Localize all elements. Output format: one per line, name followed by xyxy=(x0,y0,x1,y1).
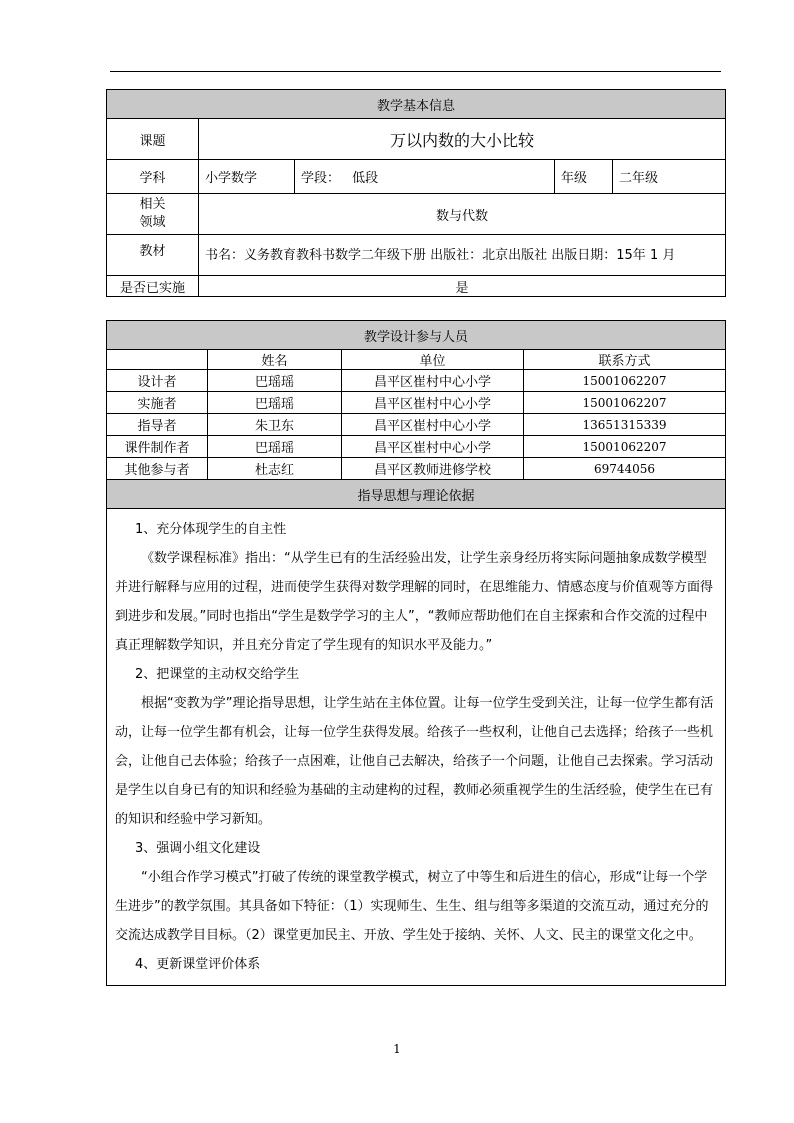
participant-name: 巴瑶瑶 xyxy=(208,392,342,414)
topic-label: 课题 xyxy=(107,119,199,160)
stage-value: 低段 xyxy=(352,171,379,186)
implemented-value: 是 xyxy=(199,276,726,297)
participant-role: 指导者 xyxy=(107,414,208,436)
guidance-content xyxy=(107,509,726,986)
guidance-point2-title: 2、把课堂的主动权交给学生 xyxy=(135,667,300,682)
participant-unit: 昌平区教师进修学校 xyxy=(342,458,524,480)
participants-header-contact: 联系方式 xyxy=(524,350,726,370)
basic-info-table xyxy=(106,89,726,297)
basic-info-section-title: 教学基本信息 xyxy=(107,90,726,119)
page-number: 1 xyxy=(393,1042,401,1056)
stage-cell xyxy=(295,160,555,194)
subject-label: 学科 xyxy=(107,160,199,194)
grade-value: 二年级 xyxy=(613,160,726,194)
participant-unit: 昌平区崔村中心小学 xyxy=(342,370,524,392)
guidance-point2-text: 根据“变教为学”理论指导思想，让学生站在主体位置。让每一位学生受到关注，让每一位学生都有活动，让每一位学生都有机会，让每一位学生获得发展。给孩子一些权利，让他自己去选择；给孩子一些机会，让他自己去体验；给孩子一点困难，让他自己去解决，给孩子一个问题，让他自己去探索。学习活动是学生以自身已有的知识和经验为基础的主动建构的过程，教师必须重视学生的生活经验，使学生在已有的知识和经验中学习新知。 xyxy=(115,696,714,827)
participant-contact: 13651315339 xyxy=(524,414,726,436)
table-row xyxy=(107,458,726,480)
guidance-point3-text: “小组合作学习模式”打破了传统的课堂教学模式，树立了中等生和后进生的信心，形成“让每一个学生进步”的教学氛围。其具备如下特征：（1）实现师生、生生、组与组等多渠道的交流互动，通过充分的交流达成教学目目标。（2）课堂更加民主、开放、学生处于接纳、关怀、人文、民主的课堂文化之中。 xyxy=(115,870,709,943)
header-rule xyxy=(110,71,721,72)
textbook-label: 教材 xyxy=(107,235,199,276)
guidance-point1-title: 1、充分体现学生的自主性 xyxy=(135,522,287,537)
field-label-line1: 相关 xyxy=(139,197,166,212)
guidance-point4-title: 4、更新课堂评价体系 xyxy=(135,957,261,972)
participant-name: 巴瑶瑶 xyxy=(208,370,342,392)
participants-header-name: 姓名 xyxy=(208,350,342,370)
guidance-section-title: 指导思想与理论依据 xyxy=(107,480,726,509)
participants-and-guidance-table xyxy=(106,320,726,986)
table-row xyxy=(107,392,726,414)
topic-value: 万以内数的大小比较 xyxy=(199,119,726,160)
table-row xyxy=(107,414,726,436)
participant-role: 设计者 xyxy=(107,370,208,392)
participant-contact: 15001062207 xyxy=(524,436,726,458)
participant-name: 巴瑶瑶 xyxy=(208,436,342,458)
participant-contact: 15001062207 xyxy=(524,392,726,414)
participant-contact: 15001062207 xyxy=(524,370,726,392)
table-row xyxy=(107,436,726,458)
guidance-point1-text: 《数学课程标准》指出：“从学生已有的生活经验出发，让学生亲身经历将实际问题抽象成数学模型并进行解释与应用的过程，进而使学生获得对数学理解的同时，在思维能力、情感态度与价值观等方面得到进步和发展。”同时也指出“学生是数学学习的主人”，“教师应帮助他们在自主探索和合作交流的过程中真正理解数学知识，并且充分肯定了学生现有的知识水平及能力。” xyxy=(115,551,714,653)
field-label xyxy=(107,194,199,235)
guidance-point3-title: 3、强调小组文化建设 xyxy=(135,841,261,856)
participant-role: 其他参与者 xyxy=(107,458,208,480)
participant-unit: 昌平区崔村中心小学 xyxy=(342,436,524,458)
field-label-line2: 领域 xyxy=(139,215,166,230)
table-row xyxy=(107,370,726,392)
implemented-label: 是否已实施 xyxy=(107,276,199,297)
participants-header-unit: 单位 xyxy=(342,350,524,370)
participant-name: 杜志红 xyxy=(208,458,342,480)
participant-role: 实施者 xyxy=(107,392,208,414)
participants-header-role xyxy=(107,350,208,370)
stage-label: 学段： xyxy=(301,171,341,186)
grade-label: 年级 xyxy=(555,160,613,194)
participant-unit: 昌平区崔村中心小学 xyxy=(342,414,524,436)
participant-role: 课件制作者 xyxy=(107,436,208,458)
textbook-value: 书名：义务教育教科书数学二年级下册 出版社：北京出版社 出版日期：15年 1 月 xyxy=(199,235,726,276)
participant-unit: 昌平区崔村中心小学 xyxy=(342,392,524,414)
participants-section-title: 教学设计参与人员 xyxy=(107,321,726,350)
field-value: 数与代数 xyxy=(199,194,726,235)
participant-name: 朱卫东 xyxy=(208,414,342,436)
subject-value: 小学数学 xyxy=(199,160,295,194)
participant-contact: 69744056 xyxy=(524,458,726,480)
